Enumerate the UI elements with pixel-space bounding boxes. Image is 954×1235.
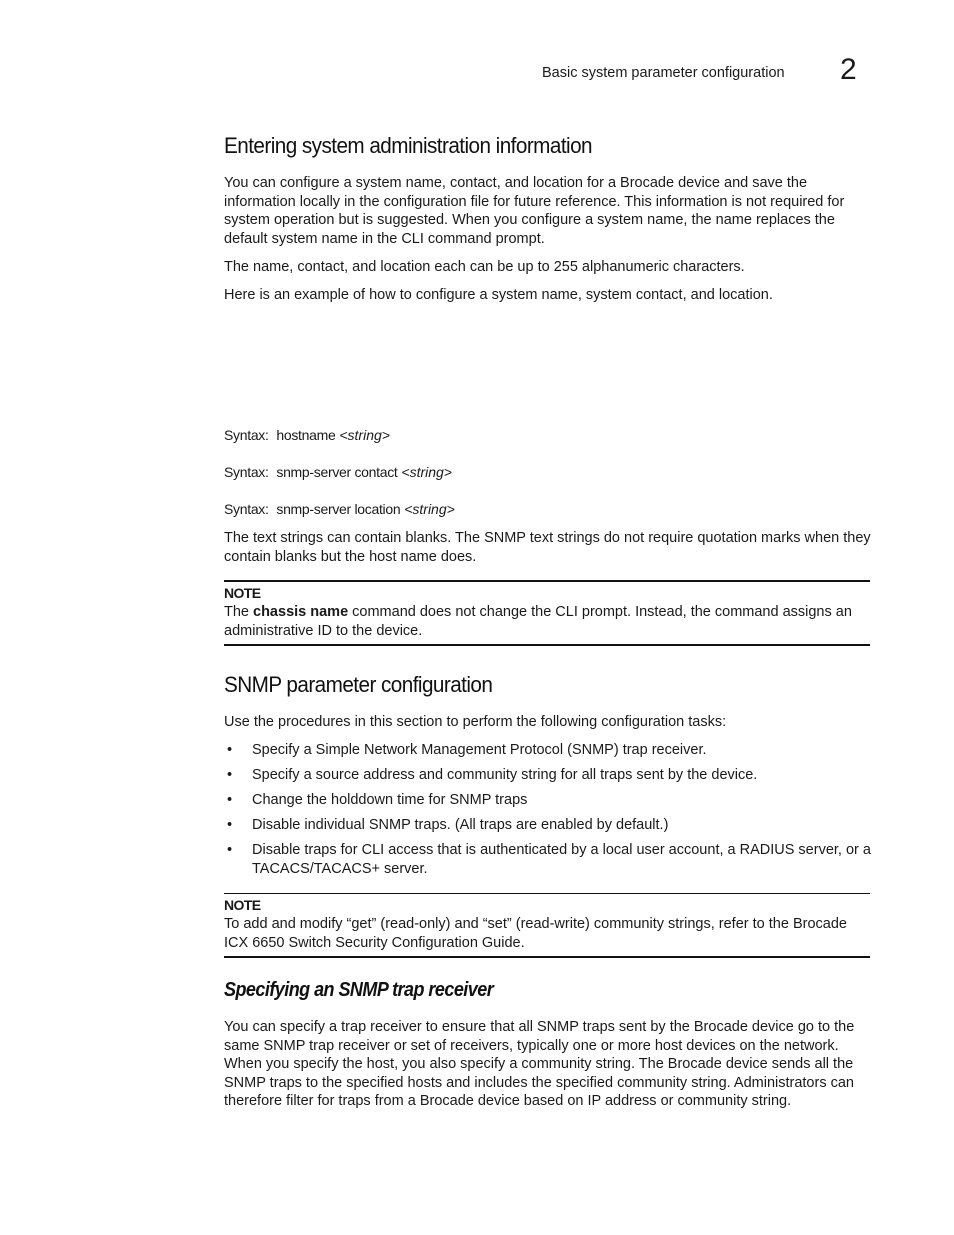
syntax-argument: <string> — [339, 427, 390, 443]
syntax-argument: <string> — [401, 464, 452, 480]
syntax-label: Syntax: — [224, 464, 269, 480]
list-item — [224, 766, 872, 785]
syntax-argument: <string> — [404, 501, 455, 517]
syntax-hostname — [224, 427, 390, 443]
list-item — [224, 741, 872, 760]
task-list — [224, 741, 872, 885]
list-item — [224, 841, 872, 878]
note-label: NOTE — [224, 585, 261, 601]
bullet-glyph: • — [227, 841, 233, 858]
chapter-number: 2 — [840, 53, 857, 86]
paragraph-text-strings: The text strings can contain blanks. The SNMP text strings do not require quotation marks when they contain blanks but the host name does. — [224, 530, 871, 565]
note-top-rule — [224, 580, 870, 582]
paragraph-example-intro: Here is an example of how to configure a system name, system contact, and location. — [224, 287, 773, 303]
bullet-glyph: • — [227, 791, 233, 808]
note-bottom-rule — [224, 644, 870, 646]
paragraph-length-limit: The name, contact, and location each can be up to 255 alphanumeric characters. — [224, 259, 745, 275]
note-text-prefix: The — [224, 604, 254, 620]
note-command-name: chassis name — [253, 604, 349, 620]
note-top-rule — [224, 893, 870, 894]
note-text-suffix: command does not change the CLI prompt. Instead, the command assigns an administrative ID to the device. — [224, 604, 852, 639]
note-label: NOTE — [224, 897, 261, 913]
note-text-chassis-name — [224, 603, 872, 640]
note-text-community-strings: To add and modify “get” (read-only) and “set” (read-write) community strings, refer to the Brocade ICX 6650 Switch Security Configuration Guide. — [224, 916, 847, 951]
section-heading-snmp: SNMP parameter configuration — [224, 672, 493, 697]
syntax-label: Syntax: — [224, 427, 269, 443]
note-bottom-rule — [224, 956, 870, 958]
list-item-text: Change the holddown time for SNMP traps — [252, 791, 528, 808]
list-item — [224, 791, 872, 810]
syntax-command: hostname — [276, 427, 336, 443]
paragraph-intro: You can configure a system name, contact, and location for a Brocade device and save the information locally in the configuration file for future reference. This information is not required for system operation but is suggested. When you configure a system name, the name replaces the default system name in the CLI command prompt. — [224, 175, 845, 247]
list-item-text: Specify a Simple Network Management Protocol (SNMP) trap receiver. — [252, 742, 707, 758]
bullet-glyph: • — [227, 766, 233, 783]
list-item-text: Disable individual SNMP traps. (All traps are enabled by default.) — [252, 816, 669, 833]
syntax-snmp-contact — [224, 464, 452, 480]
paragraph-trap-receiver: You can specify a trap receiver to ensure that all SNMP traps sent by the Brocade device go to the same SNMP trap receiver or set of receivers, typically one or more host devices on the network. When you specify the host, you also specify a community string. The Brocade device sends all the SNMP traps to the specified hosts and includes the specified community string. Administrators can therefore filter for traps from a Brocade device based on IP address or community string. — [224, 1019, 855, 1110]
subsection-heading-trap-receiver: Specifying an SNMP trap receiver — [224, 979, 494, 1001]
list-item — [224, 816, 872, 835]
list-item-text: Specify a source address and community string for all traps sent by the device. — [252, 766, 758, 783]
syntax-command: snmp-server location — [276, 501, 401, 517]
paragraph-snmp-intro: Use the procedures in this section to perform the following configuration tasks: — [224, 714, 727, 730]
bullet-glyph: • — [227, 742, 233, 758]
syntax-label: Syntax: — [224, 501, 269, 517]
section-heading-system-admin: Entering system administration information — [224, 133, 592, 158]
running-header-title: Basic system parameter configuration — [542, 65, 785, 81]
bullet-glyph: • — [227, 816, 233, 833]
syntax-command: snmp-server contact — [276, 464, 398, 480]
syntax-snmp-location — [224, 501, 455, 517]
list-item-text: Disable traps for CLI access that is authenticated by a local user account, a RADIUS server, or a TACACS/TACACS+ server. — [252, 841, 871, 877]
